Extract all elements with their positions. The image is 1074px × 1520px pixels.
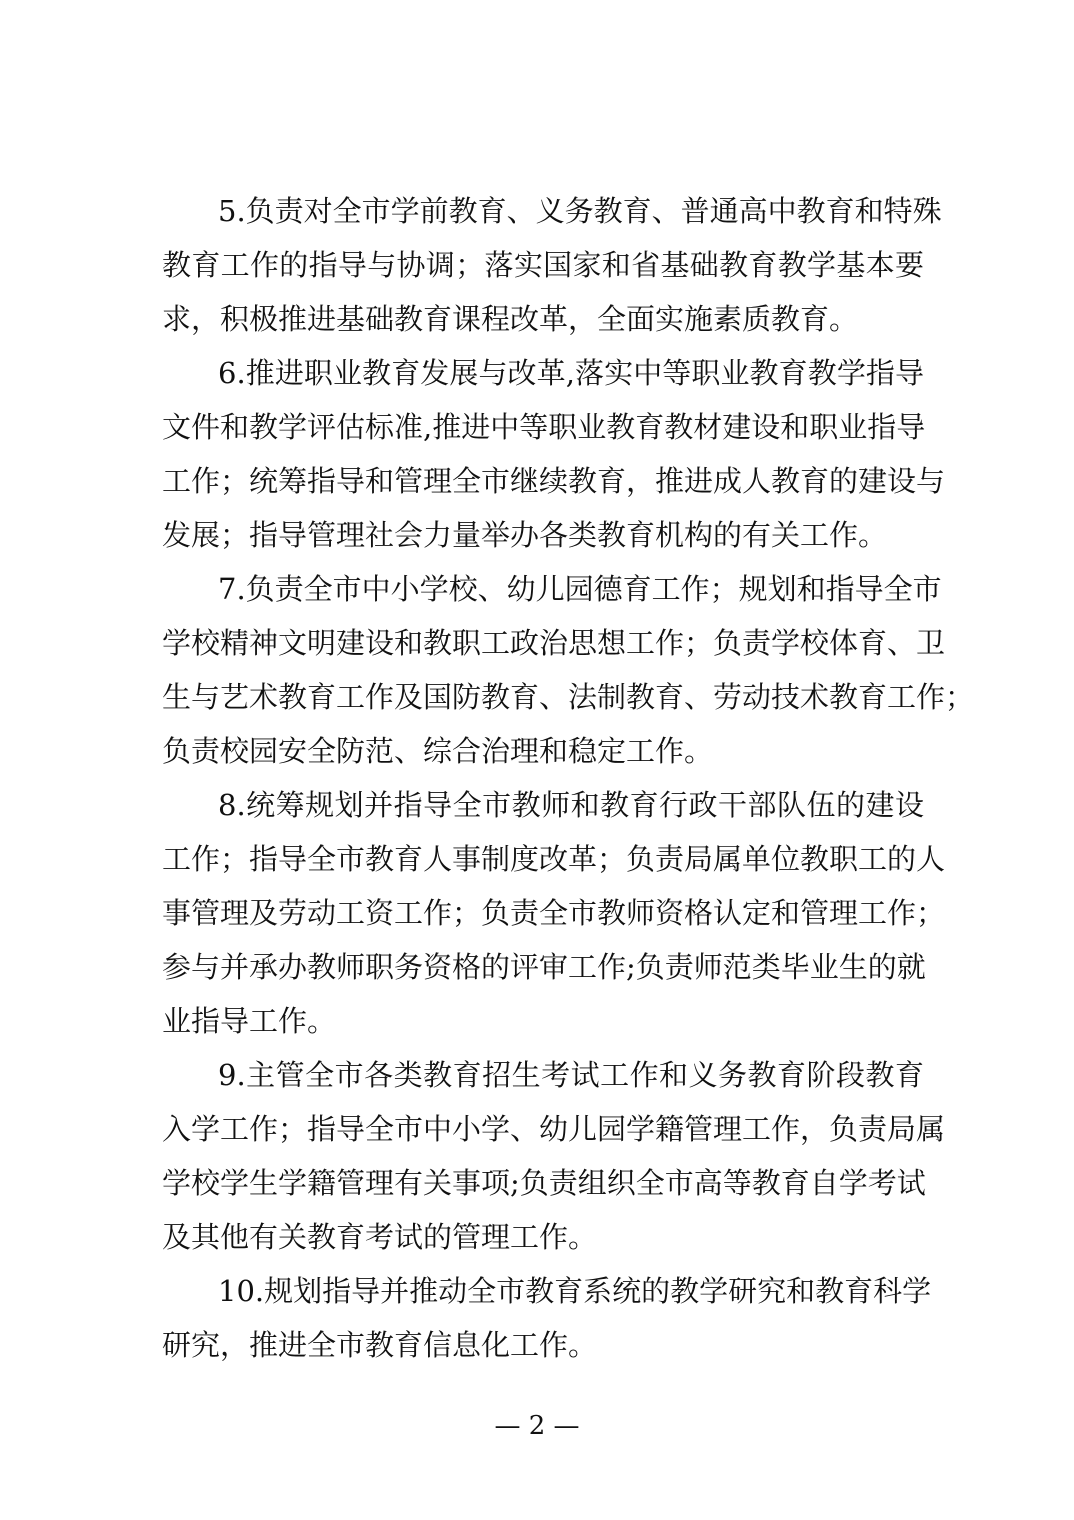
para-7-line-1: 7.负责全市中小学校、幼儿园德育工作；规划和指导全市: [218, 572, 942, 606]
para-8-line-2: 工作；指导全市教育人事制度改革；负责局属单位教职工的人: [162, 842, 946, 876]
para-6-line-1: 6.推进职业教育发展与改革,落实中等职业教育教学指导: [218, 356, 924, 390]
para-6-line-4: 发展；指导管理社会力量举办各类教育机构的有关工作。: [162, 518, 888, 552]
para-8-line-4: 参与并承办教师职务资格的评审工作;负责师范类毕业生的就: [162, 950, 926, 984]
para-6-line-2: 文件和教学评估标准,推进中等职业教育教材建设和职业指导: [162, 410, 926, 444]
para-5-line-2: 教育工作的指导与协调；落实国家和省基础教育教学基本要: [162, 248, 924, 282]
para-5-line-3: 求，积极推进基础教育课程改革，全面实施素质教育。: [162, 302, 859, 336]
para-9-line-1: 9.主管全市各类教育招生考试工作和义务教育阶段教育: [218, 1058, 924, 1092]
para-8-line-1: 8.统筹规划并指导全市教师和教育行政干部队伍的建设: [218, 788, 924, 822]
para-8-line-5: 业指导工作。: [162, 1004, 337, 1038]
para-7-line-2: 学校精神文明建设和教职工政治思想工作；负责学校体育、卫: [162, 626, 946, 660]
para-5-line-1: 5.负责对全市学前教育、义务教育、普通高中教育和特殊: [218, 194, 942, 228]
para-9-line-4: 及其他有关教育考试的管理工作。: [162, 1220, 598, 1254]
para-6-line-3: 工作；统筹指导和管理全市继续教育，推进成人教育的建设与: [162, 464, 946, 498]
para-10-line-2: 研究，推进全市教育信息化工作。: [162, 1328, 598, 1362]
page-number: — 2 —: [494, 1411, 580, 1441]
para-10-line-1: 10.规划指导并推动全市教育系统的教学研究和教育科学: [218, 1274, 932, 1308]
para-9-line-3: 学校学生学籍管理有关事项;负责组织全市高等教育自学考试: [162, 1166, 926, 1200]
para-9-line-2: 入学工作；指导全市中小学、幼儿园学籍管理工作，负责局属: [162, 1112, 946, 1146]
para-7-line-3: 生与艺术教育工作及国防教育、法制教育、劳动技术教育工作；: [162, 680, 975, 714]
para-8-line-3: 事管理及劳动工资工作；负责全市教师资格认定和管理工作；: [162, 896, 946, 930]
para-7-line-4: 负责校园安全防范、综合治理和稳定工作。: [162, 734, 714, 768]
